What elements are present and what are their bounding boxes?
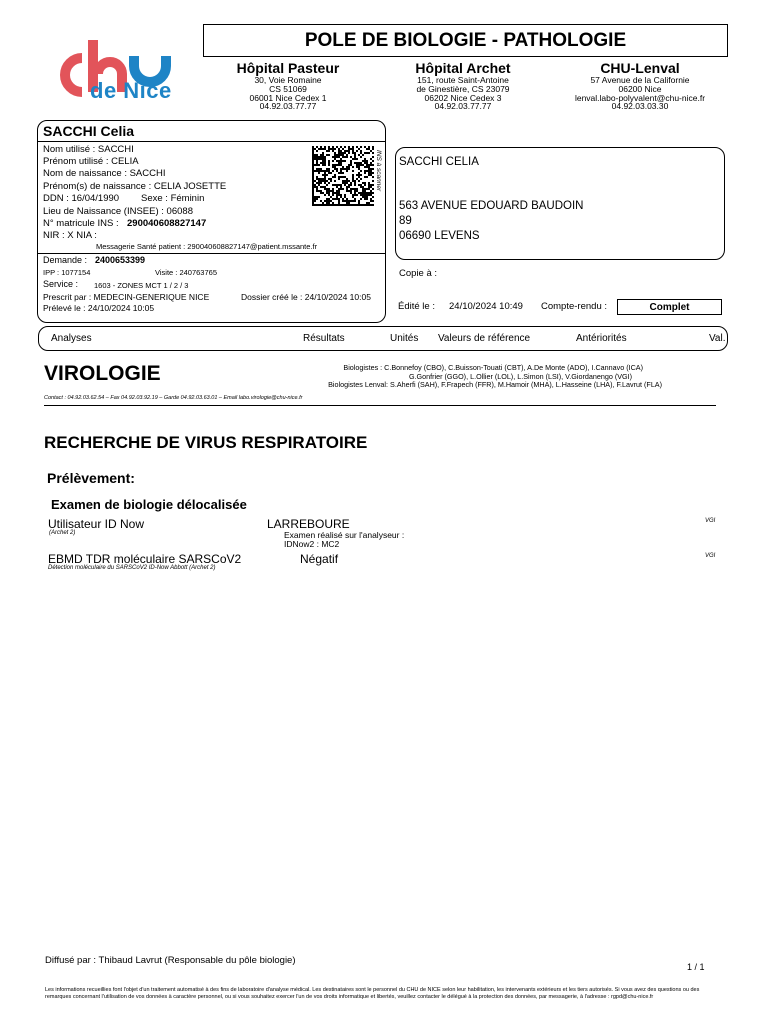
- results-heading: RECHERCHE DE VIRUS RESPIRATOIRE: [44, 433, 368, 452]
- biologistes-lenval: Biologistes Lenval: S.Aherfi (SAH), F.Frapech (FFR), M.Hamoir (MHA), L.Hasseine (LHA), F.Lavrut (FLA): [328, 380, 662, 389]
- section-title: VIROLOGIE: [44, 362, 161, 385]
- validation-code: VGI: [705, 518, 716, 524]
- patient-name: SACCHI Celia: [43, 123, 135, 139]
- divider: [37, 141, 386, 142]
- examen-heading: Examen de biologie délocalisée: [51, 497, 247, 512]
- hospital-line: 30, Voie Romaine: [254, 74, 322, 85]
- nom-utilise: Nom utilisé : SACCHI: [43, 144, 134, 155]
- result-sublabel: Détection moléculaire du SARSCoV2 ID-Now Abbott (Archet 2): [48, 565, 216, 571]
- hospital-pasteur: [213, 61, 363, 111]
- page-title: POLE DE BIOLOGIE - PATHOLOGIE: [203, 24, 728, 57]
- result-label: Utilisateur ID Now: [48, 517, 145, 531]
- prelevement-label: Prélèvement:: [47, 470, 135, 486]
- compte-rendu-label: Compte-rendu :: [541, 301, 608, 312]
- hospital-email[interactable]: lenval.labo-polyvalent@chu-nice.fr: [574, 92, 706, 103]
- col-unites: Unités: [390, 333, 419, 344]
- demande-label: Demande :: [43, 255, 88, 265]
- result-note: Examen réalisé sur l'analyseur :: [284, 530, 405, 540]
- logo-de-nice: de Nice: [90, 78, 172, 103]
- diffuse-par: Diffusé par : Thibaud Lavrut (Responsable du pôle biologie): [45, 955, 296, 966]
- biologistes-line: Biologistes : C.Bonnefoy (CBO), C.Buisson-Touati (CBT), A.De Monte (ADO), I.Cannavo (ICA): [343, 363, 643, 372]
- divider: [44, 405, 716, 406]
- address-line: SACCHI CELIA: [399, 156, 479, 168]
- hospital-name: CHU-Lenval: [600, 60, 680, 76]
- hospital-name: Hôpital Archet: [415, 60, 511, 76]
- col-analyses: Analyses: [51, 333, 92, 344]
- hospital-line: 06202 Nice Cedex 3: [424, 92, 502, 103]
- datamatrix-code: [312, 146, 374, 206]
- col-anteriorites: Antériorités: [576, 333, 627, 344]
- nir: NIR : X NIA :: [43, 230, 97, 241]
- col-validation: Val.: [709, 333, 726, 344]
- legal-notice: Les informations recueillies font l'objet d'un traitement automatisé à des fins de laboratoire d'analyse médical. Les destinataires sont le personnel du CHU de NICE selon leur habilitation, les intervenants extérieurs et les tiers autorisés. Si vous avez des questions ou des remarques concernant l'utilisation de vos données à caractère personnel, ou si vous souhaitez exercer l'un de vos droits informatique et libertés, veuillez contacter le délégué à la protection des données, par messagerie, à l'adresse : rgpd@chu-nice.fr: [45, 987, 700, 1000]
- address-line: 06690 LEVENS: [399, 230, 480, 242]
- ddn: DDN : 16/04/1990: [43, 193, 120, 204]
- copie-a: Copie à :: [399, 268, 438, 279]
- biologistes-line: G.Gonfrier (GGO), L.Ollier (LOL), L.Simon (LSI), V.Giordanengo (VGI): [408, 372, 632, 381]
- hospital-line: de Ginestière, CS 23079: [416, 83, 510, 94]
- result-note: IDNow2 : MC2: [284, 539, 340, 549]
- hospital-phone: 04.92.03.77.77: [434, 101, 492, 112]
- lieu-naissance: Lieu de Naissance (INSEE) : 06088: [43, 206, 193, 217]
- hospital-archet: [388, 61, 538, 111]
- validation-code: VGI: [705, 553, 716, 559]
- address-line: 89: [399, 215, 412, 227]
- edite-value: 24/10/2024 10:49: [449, 301, 523, 312]
- hospital-line: 06200 Nice: [618, 83, 662, 94]
- section-contact: Contact : 04.92.03.62.54 – Fax 04.92.03.92.19 – Garde 04.92.03.63.01 – Email labo.virologie@chu-nice.fr: [44, 395, 303, 401]
- divider: [37, 253, 386, 254]
- prenoms-naissance: Prénom(s) de naissance : CELIA JOSETTE: [43, 181, 227, 192]
- hospital-line: 06001 Nice Cedex 1: [249, 92, 327, 103]
- hospital-line: CS 51069: [269, 83, 307, 94]
- result-label: EBMD TDR moléculaire SARSCoV2: [48, 552, 242, 566]
- ipp: IPP : 1077154: [43, 268, 91, 277]
- prenom-utilise: Prénom utilisé : CELIA: [43, 156, 139, 167]
- sexe: Sexe : Féminin: [141, 193, 205, 204]
- hospital-line: 151, route Saint-Antoine: [417, 74, 509, 85]
- dossier-cree: Dossier créé le : 24/10/2024 10:05: [241, 292, 371, 302]
- edite-label: Édité le :: [398, 301, 435, 312]
- visite: Visite : 240763765: [155, 268, 217, 277]
- col-valeurs-reference: Valeurs de référence: [438, 333, 531, 344]
- service-label: Service :: [43, 279, 79, 289]
- ins-scanner-label: INS à scanner: [375, 150, 382, 192]
- messagerie-sante: Messagerie Santé patient : 290040608827147@patient.mssante.fr: [96, 242, 318, 251]
- hospital-phone: 04.92.03.03.30: [611, 101, 669, 112]
- service-value: 1603 - ZONES MCT 1 / 2 / 3: [94, 281, 189, 290]
- preleve-le: Prélevé le : 24/10/2024 10:05: [43, 303, 155, 313]
- page-number: 1 / 1: [687, 962, 705, 972]
- nom-naissance: Nom de naissance : SACCHI: [43, 168, 166, 179]
- demande-value: 2400653399: [95, 255, 146, 265]
- prescrit-par: Prescrit par : MEDECIN-GENERIQUE NICE: [43, 292, 210, 302]
- result-value: LARREBOURE: [267, 517, 350, 531]
- matricule-ins-label: N° matricule INS :: [43, 218, 119, 229]
- address-line: 563 AVENUE EDOUARD BAUDOIN: [399, 200, 584, 212]
- hospital-line: 57 Avenue de la Californie: [590, 74, 690, 85]
- matricule-ins-value: 290040608827147: [127, 218, 207, 229]
- hospital-name: Hôpital Pasteur: [236, 60, 340, 76]
- result-value: Négatif: [300, 552, 339, 566]
- hospital-lenval: [555, 61, 725, 111]
- result-sublabel: (Archet 2): [49, 530, 76, 536]
- compte-rendu-status: Complet: [617, 299, 722, 315]
- col-resultats: Résultats: [303, 333, 345, 344]
- hospital-phone: 04.92.03.77.77: [259, 101, 317, 112]
